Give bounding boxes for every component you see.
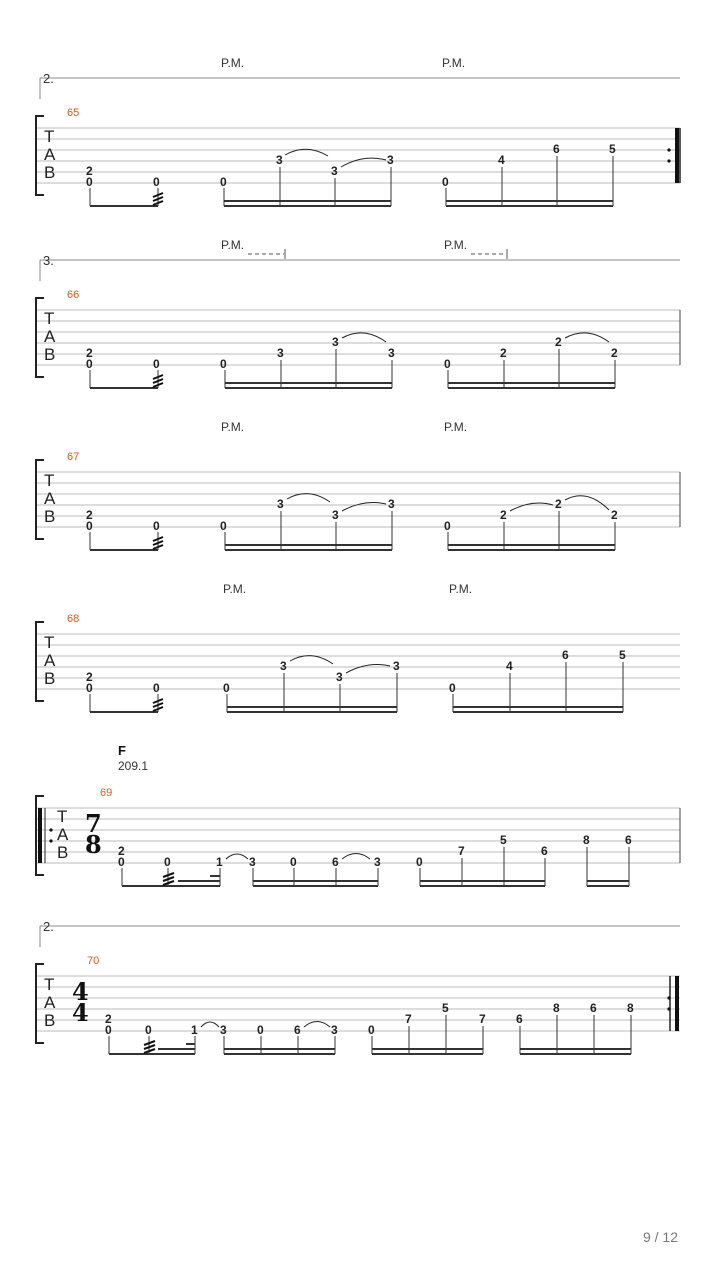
measure-number: 65	[67, 107, 80, 119]
fret-number: 0	[220, 175, 227, 189]
fret-number: 7	[479, 1012, 486, 1026]
tab-clef-a: A	[44, 993, 56, 1012]
fret-number: 2	[555, 335, 562, 349]
tab-clef-b: B	[44, 669, 56, 688]
tab-clef-t: T	[44, 471, 55, 490]
fret-number: 3	[332, 508, 339, 522]
fret-number: 6	[590, 1001, 597, 1015]
slur	[565, 333, 609, 342]
fret-number: 6	[541, 844, 548, 858]
fret-number: 5	[609, 142, 616, 156]
slur	[510, 503, 553, 511]
system-66	[36, 238, 680, 388]
fret-number: 0	[290, 855, 297, 869]
tab-clef-t: T	[44, 309, 55, 328]
slur	[201, 1022, 219, 1027]
tab-staff	[36, 460, 680, 539]
volta-ending-label: 2.	[43, 71, 54, 86]
palm-mute-label: P.M.	[223, 582, 247, 596]
fret-number: 0	[444, 519, 451, 533]
fret-number: 0	[145, 1023, 152, 1037]
time-signature-top: 4	[72, 977, 89, 1006]
tab-clef-a: A	[44, 489, 56, 508]
tremolo-mark	[153, 537, 163, 549]
fret-number: 0	[444, 357, 451, 371]
fret-number: 6	[332, 855, 339, 869]
tab-staff	[36, 116, 680, 195]
tab-clef-t: T	[44, 975, 55, 994]
tremolo-mark	[153, 193, 163, 205]
system-69	[36, 743, 680, 886]
fret-number: 2	[555, 497, 562, 511]
tab-clef-t: T	[44, 633, 55, 652]
fret-number: 3	[276, 153, 283, 167]
system-67	[36, 420, 680, 550]
fret-number: 8	[553, 1001, 560, 1015]
palm-mute-label: P.M.	[444, 238, 468, 252]
slur	[304, 1022, 330, 1028]
slur	[565, 496, 609, 510]
fret-number: 2	[500, 508, 507, 522]
tab-clef-b: B	[44, 163, 56, 182]
tab-staff	[36, 622, 680, 701]
tab-clef-a: A	[44, 327, 56, 346]
fret-number: 6	[294, 1023, 301, 1037]
fret-number: 3	[331, 164, 338, 178]
slur	[342, 854, 370, 860]
fret-number: 0	[164, 855, 171, 869]
fret-number: 7	[405, 1012, 412, 1026]
page-number: 9 / 12	[642, 1229, 678, 1245]
fret-number: 5	[500, 833, 507, 847]
time-signature-top: 7	[85, 809, 102, 838]
tempo-marking: 209.1	[118, 759, 149, 773]
fret-number: 3	[388, 497, 395, 511]
fret-number: 8	[627, 1001, 634, 1015]
system-70	[36, 919, 680, 1054]
fret-number: 0	[86, 175, 93, 189]
time-signature-bottom: 4	[72, 998, 89, 1027]
fret-number: 2	[611, 346, 618, 360]
fret-number: 0	[368, 1023, 375, 1037]
slur	[346, 665, 390, 673]
rhythm-stems	[90, 349, 615, 388]
fret-number: 0	[153, 357, 160, 371]
tab-staff	[36, 298, 680, 377]
fret-number: 2	[86, 346, 93, 360]
measure-number: 68	[67, 613, 80, 625]
fret-number: 4	[506, 659, 513, 673]
fret-number: 3	[277, 497, 284, 511]
fret-number: 7	[458, 844, 465, 858]
fret-number: 0	[86, 519, 93, 533]
fret-number: 0	[86, 357, 93, 371]
fret-number: 3	[331, 1023, 338, 1037]
fret-number: 0	[442, 175, 449, 189]
fret-number: 6	[553, 142, 560, 156]
tab-clef-b: B	[57, 843, 69, 862]
slur	[342, 333, 386, 342]
volta-ending-label: 3.	[43, 253, 54, 268]
fret-number: 6	[625, 833, 632, 847]
fret-number: 0	[416, 855, 423, 869]
fret-number: 3	[374, 855, 381, 869]
fret-number: 0	[105, 1023, 112, 1037]
fret-number: 3	[387, 153, 394, 167]
slur	[341, 158, 386, 167]
rhythm-stems	[90, 511, 615, 550]
repeat-end-barline	[675, 976, 679, 1031]
palm-mute-label: P.M.	[442, 56, 466, 70]
system-68	[36, 582, 680, 712]
tab-clef-a: A	[44, 651, 56, 670]
fret-number: 3	[336, 670, 343, 684]
tab-clef-b: B	[44, 1011, 56, 1030]
fret-number: 3	[220, 1023, 227, 1037]
rhythm-stems	[90, 662, 623, 712]
rehearsal-mark: F	[118, 743, 126, 758]
fret-number: 4	[498, 153, 505, 167]
fret-number: 1	[191, 1023, 198, 1037]
tab-clef-a: A	[44, 145, 56, 164]
fret-number: 3	[280, 659, 287, 673]
fret-number: 0	[257, 1023, 264, 1037]
tab-clef-t: T	[57, 807, 68, 826]
fret-number: 0	[223, 681, 230, 695]
fret-number: 3	[393, 659, 400, 673]
fret-number: 0	[118, 855, 125, 869]
measure-number: 66	[67, 289, 80, 301]
rhythm-stems	[90, 156, 613, 206]
tab-staff	[36, 964, 680, 1043]
fret-number: 0	[449, 681, 456, 695]
tab-clef-b: B	[44, 345, 56, 364]
fret-number: 0	[153, 681, 160, 695]
tremolo-mark	[144, 1041, 155, 1053]
repeat-start-barline	[38, 808, 42, 863]
fret-number: 0	[153, 519, 160, 533]
fret-number: 2	[86, 164, 93, 178]
fret-number: 6	[562, 648, 569, 662]
tremolo-mark	[153, 699, 163, 711]
tremolo-mark	[163, 873, 174, 885]
fret-number: 2	[611, 508, 618, 522]
fret-number: 0	[220, 357, 227, 371]
fret-number: 0	[220, 519, 227, 533]
slur	[290, 656, 333, 664]
slur	[287, 494, 330, 502]
palm-mute-label: P.M.	[221, 238, 245, 252]
fret-number: 3	[249, 855, 256, 869]
fret-number: 3	[332, 335, 339, 349]
fret-number: 8	[583, 833, 590, 847]
time-signature-bottom: 8	[85, 830, 102, 859]
fret-number: 2	[86, 670, 93, 684]
fret-number: 3	[388, 346, 395, 360]
system-65	[36, 56, 680, 206]
fret-number: 3	[277, 346, 284, 360]
fret-number: 5	[619, 648, 626, 662]
tab-clef-t: T	[44, 127, 55, 146]
tab-clef-b: B	[44, 507, 56, 526]
fret-number: 2	[500, 346, 507, 360]
volta-ending-label: 2.	[43, 919, 54, 934]
fret-number: 2	[86, 508, 93, 522]
measure-number: 67	[67, 451, 80, 463]
palm-mute-label: P.M.	[444, 420, 468, 434]
tremolo-mark	[153, 375, 163, 387]
measure-number: 70	[87, 955, 100, 967]
palm-mute-label: P.M.	[221, 420, 245, 434]
repeat-end-barline	[675, 128, 679, 183]
palm-mute-label: P.M.	[221, 56, 245, 70]
fret-number: 5	[442, 1001, 449, 1015]
fret-number: 6	[516, 1012, 523, 1026]
fret-number: 0	[153, 175, 160, 189]
palm-mute-label: P.M.	[449, 582, 473, 596]
fret-number: 2	[105, 1012, 112, 1026]
slur	[226, 854, 248, 859]
fret-number: 0	[86, 681, 93, 695]
measure-number: 69	[100, 787, 113, 799]
fret-number: 2	[118, 844, 125, 858]
fret-number: 1	[216, 855, 223, 869]
slur	[342, 503, 386, 511]
tab-clef-a: A	[57, 825, 69, 844]
